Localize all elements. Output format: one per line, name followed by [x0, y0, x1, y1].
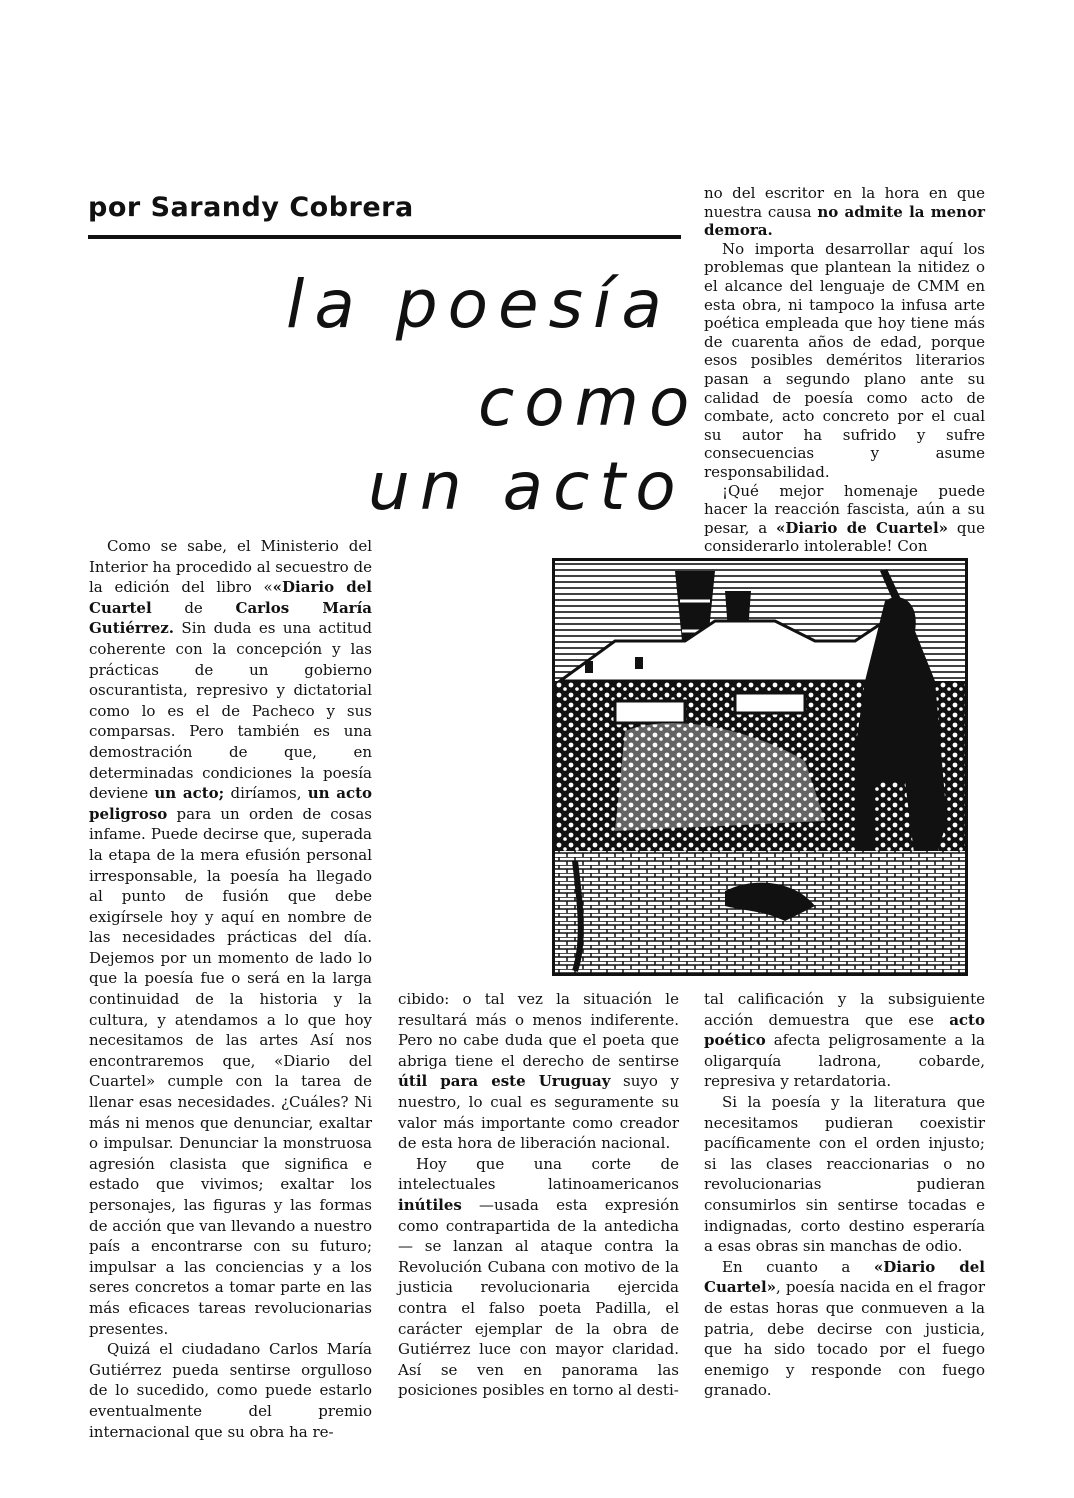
title-line-2: como	[478, 364, 700, 441]
text: afecta peligrosamente a la oligarquía ladrona, cobarde, represiva y retardatoria.	[704, 1031, 985, 1091]
emphasis: un acto;	[154, 784, 225, 803]
woodcut-illustration	[552, 558, 968, 976]
title-line-3: un acto	[368, 448, 686, 525]
text: Sin duda es una actitud coherente con la concepción y las prácticas de un gobierno oscurantista, represivo y dictatorial como lo es el de Pacheco y sus comparsas. Pero también es una demostración de que, en determinadas condiciones la poesía deviene	[89, 619, 372, 803]
text: de	[151, 598, 236, 617]
text: cibido: o tal vez la situación le resultará más o menos indiferente. Pero no cabe duda que el poeta que abriga tiene el derecho de sentirse	[398, 990, 679, 1070]
paragraph: Quizá el ciudadano Carlos María Gutiérrez pueda sentirse orgulloso de lo sucedido, como puede estarlo eventualmente del premio internacional que su obra ha re-	[89, 1340, 372, 1441]
text: suyo y nuestro, lo cual es seguramente su valor más importante como creador de esta hora de liberación nacional.	[398, 1072, 679, 1153]
text: —usada esta expresión como contrapartida de la antedicha— se lanzan al ataque contra la Revolución Cubana con motivo de la justicia revolucionaria ejercida contra el falso poeta Padilla, el carácter ejemplar de la obra de Gutiérrez luce con mayor claridad. Así se ven en panorama las posiciones posibles en torno al desti-	[398, 1195, 679, 1400]
text: , poesía nacida en el fragor de estas horas que conmueven a la patria, debe decirse con justicia, que ha sido tocado por el fuego enemigo y responde con fuego granado.	[704, 1278, 985, 1400]
text: para un orden de cosas infame. Puede decirse que, superada la etapa de la mera efusión personal irresponsable, la poesía ha llegado al punto de fusión que debe exigírsele hoy y aquí en nombre de las necesidades prácticas del día. Dejemos por un momento de lado lo que la poesía fue o será en la larga continuidad de la historia y la cultura, y atendamos a lo que hoy necesitamos de las artes Así nos encontraremos que, «Diario del Cuartel» cumple con la tarea de llenar esas necesidades. ¿Cuáles? Ni más ni menos que denunciar, exaltar o impulsar. Denunciar la monstruosa agresión clasista que significa e estado que vivimos; exaltar los personajes, las figuras y las formas de acción que van llevando a nuestro país a encontrarse con su futuro; impulsar a las conciencias y a los seres concretos a tomar parte en las más eficaces tareas revolucionarias presentes.	[89, 804, 372, 1338]
paragraph: No importa desarrollar aquí los problemas que plantean la nitidez o el alcance del lenguaje de CMM en esta obra, ni tampoco la infusa arte poética empleada que hoy tiene más de cuarenta años de edad, porque esos posibles deméritos literarios pasan a segundo plano ante su calidad de poesía como acto de combate, acto concreto por el cual su autor ha sufrido y sufre consecuencias y asume responsabilidad.	[704, 239, 985, 481]
emphasis: acto poético	[704, 1010, 985, 1050]
paragraph	[398, 1154, 679, 1401]
title-line-1: la poesía	[286, 266, 672, 343]
text: no del escritor en la hora en que nuestra causa	[704, 184, 985, 221]
paragraph	[704, 1257, 985, 1401]
text: diríamos,	[224, 784, 308, 803]
byline: por Sarandy Cobrera	[88, 192, 414, 223]
text: que considerarlo intolerable! Con	[704, 518, 985, 556]
book-title: «Diario del Cuartel	[89, 578, 372, 617]
text: En cuanto a	[722, 1257, 874, 1276]
byline-rule	[88, 235, 681, 239]
crowd-scene-illustration	[555, 561, 965, 973]
book-title: «Diario del Cuartel»	[704, 1257, 985, 1297]
paragraph	[704, 989, 985, 1092]
article-column-middle	[398, 989, 679, 1401]
text: Como se sabe, el Ministerio del Interior ha procedido al secuestro de la edición del libro «	[89, 537, 372, 597]
paragraph	[398, 989, 679, 1154]
paragraph: Si la poesía y la literatura que necesitamos pudieran coexistir pacíficamente con el orden injusto; si las clases reaccionarias o no revolucionarias pudieran consumirlos sin sentirse tocadas e indignadas, corto destino esperaría a esas obras sin manchas de odio.	[704, 1092, 985, 1256]
text: tal calificación y la subsiguiente acción demuestra que ese	[704, 990, 985, 1029]
article-column-left	[89, 536, 372, 1442]
emphasis: inútiles	[398, 1195, 462, 1214]
emphasis: un acto peligroso	[89, 784, 373, 823]
paragraph	[704, 184, 985, 240]
emphasis: no admite la menor demora.	[704, 202, 985, 240]
paragraph	[704, 482, 985, 556]
book-title: «Diario de Cuartel»	[776, 518, 949, 537]
text: Hoy que una corte de intelectuales latinoamericanos	[398, 1154, 679, 1194]
paragraph	[89, 536, 372, 1339]
article-column-right-bottom	[704, 989, 985, 1401]
emphasis: útil para este Uruguay	[398, 1072, 611, 1091]
text: ¡Qué mejor homenaje puede hacer la reacción fascista, aún a su pesar, a	[704, 481, 985, 537]
article-column-right-top	[704, 184, 985, 556]
author-name: Carlos María Gutiérrez.	[89, 598, 372, 638]
